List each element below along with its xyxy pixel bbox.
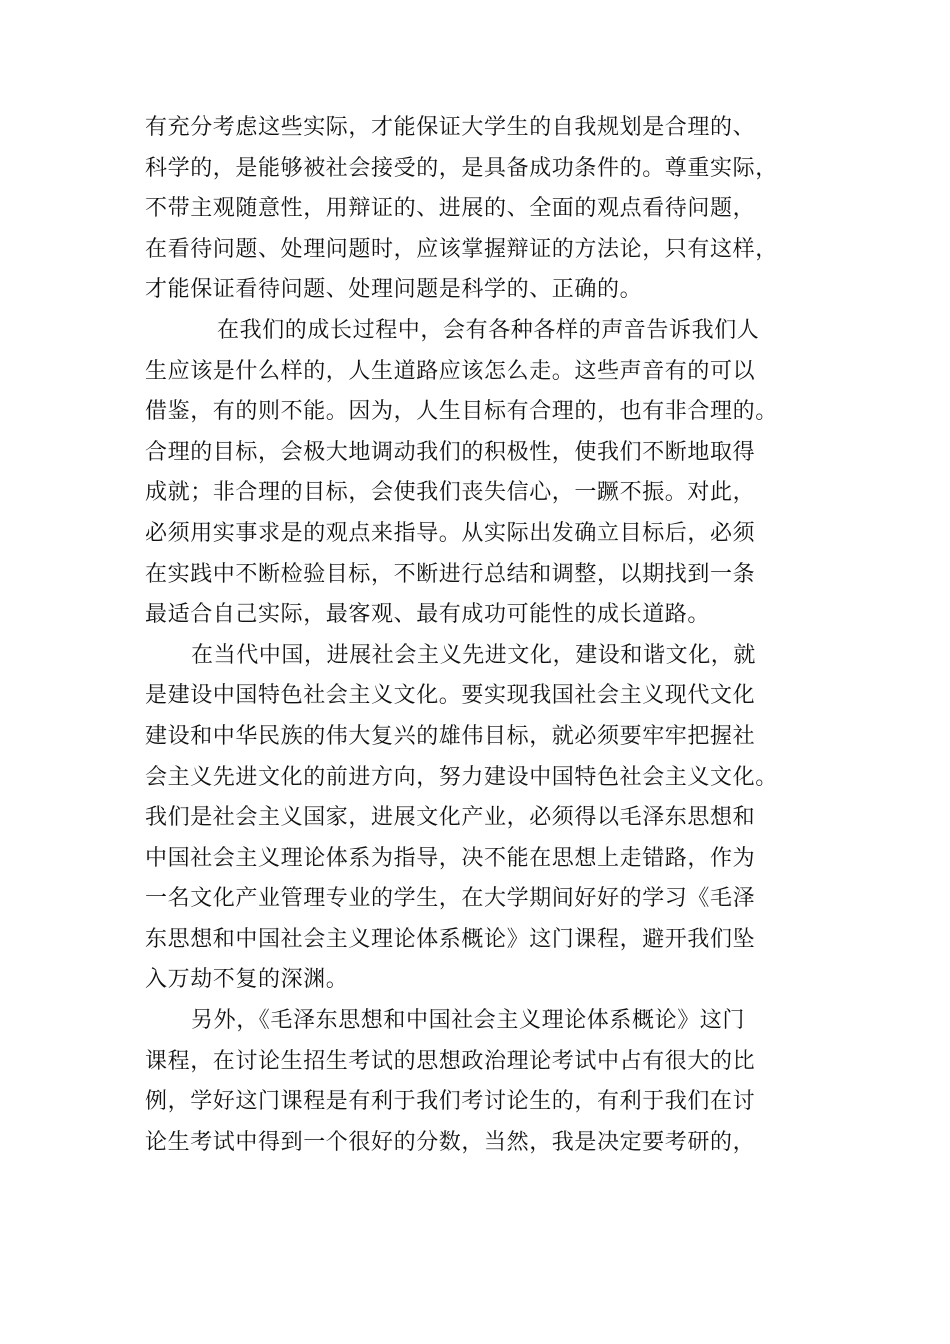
- paragraph: [145, 311, 825, 636]
- text-line: 论生考试中得到一个很好的分数，当然，我是决定要考研的，: [145, 1129, 756, 1155]
- text-line: 课程，在讨论生招生考试的思想政治理论考试中占有很大的比: [145, 1048, 756, 1074]
- text-line: 借鉴，有的则不能。因为，人生目标有合理的，也有非合理的。: [145, 399, 778, 425]
- text-line: 一名文化产业管理专业的学生，在大学期间好好的学习《毛泽: [145, 886, 756, 912]
- paragraph: [145, 1001, 825, 1163]
- text-line: 科学的，是能够被社会接受的，是具备成功条件的。尊重实际，: [145, 155, 778, 181]
- text-line: 在实践中不断检验目标，不断进行总结和调整，以期找到一条: [145, 561, 756, 587]
- text-line: 才能保证看待问题、处理问题是科学的、正确的。: [145, 277, 643, 303]
- text-line: 是建设中国特色社会主义文化。要实现我国社会主义现代文化: [145, 683, 756, 709]
- text-line: 会主义先进文化的前进方向，努力建设中国特色社会主义文化。: [145, 764, 778, 790]
- text-line: 成就；非合理的目标，会使我们丧失信心，一蹶不振。对此，: [145, 480, 756, 506]
- text-line: 东思想和中国社会主义理论体系概论》这门课程，避开我们坠: [145, 926, 756, 952]
- text-line: 有充分考虑这些实际，才能保证大学生的自我规划是合理的、: [145, 115, 756, 140]
- text-line: 在看待问题、处理问题时，应该掌握辩证的方法论，只有这样，: [145, 236, 778, 262]
- text-line: 不带主观随意性，用辩证的、进展的、全面的观点看待问题，: [145, 196, 756, 222]
- text-line: 最适合自己实际，最客观、最有成功可能性的成长道路。: [145, 602, 711, 628]
- text-line: 在当代中国，进展社会主义先进文化，建设和谐文化，就: [191, 642, 757, 668]
- text-line: 我们是社会主义国家，进展文化产业，必须得以毛泽东思想和: [145, 805, 756, 831]
- document-body: [145, 108, 825, 1163]
- text-line: 合理的目标，会极大地调动我们的积极性，使我们不断地取得: [145, 439, 756, 465]
- text-line: 在我们的成长过程中，会有各种各样的声音告诉我们人: [217, 317, 760, 343]
- text-line: 另外，《毛泽东思想和中国社会主义理论体系概论》这门: [191, 1008, 746, 1034]
- text-line: 入万劫不复的深渊。: [145, 967, 349, 993]
- text-line: 建设和中华民族的伟大复兴的雄伟目标，就必须要牢牢把握社: [145, 723, 756, 749]
- text-line: 生应该是什么样的，人生道路应该怎么走。这些声音有的可以: [145, 358, 756, 384]
- text-line: 必须用实事求是的观点来指导。从实际出发确立目标后，必须: [145, 520, 756, 546]
- text-line: 中国社会主义理论体系为指导，决不能在思想上走错路，作为: [145, 845, 756, 871]
- paragraph: [145, 636, 825, 1001]
- paragraph: [145, 108, 825, 311]
- text-line: 例，学好这门课程是有利于我们考讨论生的，有利于我们在讨: [145, 1089, 756, 1115]
